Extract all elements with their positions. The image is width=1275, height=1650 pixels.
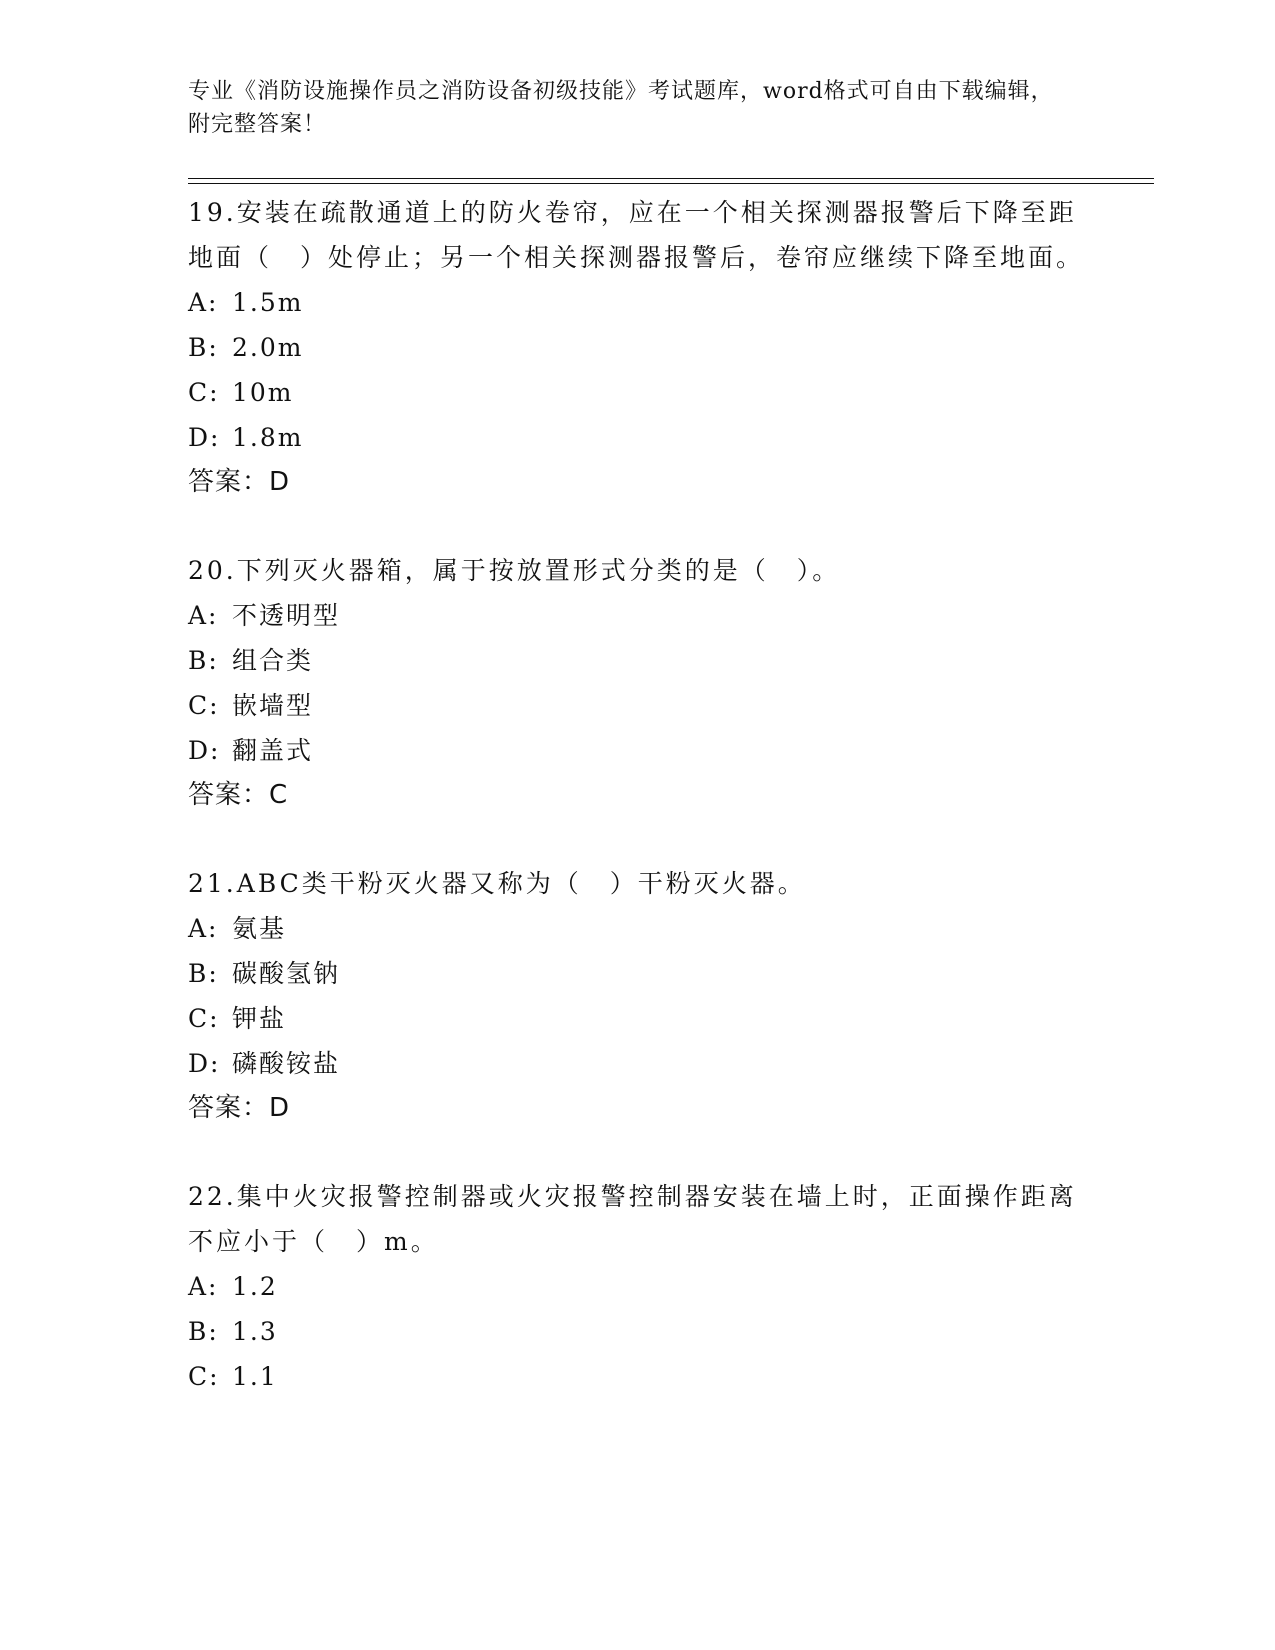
- option-text: 1.8m: [232, 423, 304, 452]
- document-header: 专业《消防设施操作员之消防设备初级技能》考试题库，word格式可自由下载编辑，附完整答案！: [188, 79, 1054, 137]
- header-divider-top: [188, 178, 1154, 179]
- question-21: [188, 861, 1088, 1131]
- option-label: B:: [188, 959, 219, 988]
- option-text: 1.2: [232, 1272, 278, 1301]
- question-stem: 22.集中火灾报警控制器或火灾报警控制器安装在墙上时，正面操作距离不应小于（ ）m。: [188, 1182, 1077, 1256]
- option-label: C:: [188, 1362, 220, 1391]
- option-a: [188, 280, 1088, 325]
- option-text: 氨基: [232, 914, 287, 943]
- option-a: [188, 906, 1088, 951]
- option-label: C:: [188, 691, 220, 720]
- option-text: 1.5m: [232, 288, 304, 317]
- option-label: C:: [188, 1004, 220, 1033]
- question-20: [188, 548, 1088, 818]
- option-label: D:: [188, 736, 221, 765]
- option-b: [188, 325, 1088, 370]
- option-text: 2.0m: [232, 333, 304, 362]
- option-label: D:: [188, 1049, 221, 1078]
- option-label: A:: [188, 1272, 219, 1301]
- option-text: 翻盖式: [232, 736, 314, 765]
- option-label: D:: [188, 423, 221, 452]
- option-d: [188, 728, 1088, 773]
- option-c: [188, 1354, 1088, 1399]
- answer-line: 答案：D: [188, 467, 291, 497]
- question-stem: 21.ABC类干粉灭火器又称为（ ）干粉灭火器。: [188, 869, 806, 898]
- option-text: 碳酸氢钠: [232, 959, 341, 988]
- question-stem: 19.安装在疏散通道上的防火卷帘，应在一个相关探测器报警后下降至距地面（ ）处停止；另一个相关探测器报警后，卷帘应继续下降至地面。: [188, 198, 1085, 272]
- option-label: B:: [188, 646, 219, 675]
- option-a: [188, 1264, 1088, 1309]
- option-text: 嵌墙型: [232, 691, 314, 720]
- option-c: [188, 683, 1088, 728]
- option-text: 组合类: [232, 646, 314, 675]
- option-label: A:: [188, 288, 219, 317]
- option-d: [188, 1041, 1088, 1086]
- option-c: [188, 996, 1088, 1041]
- option-text: 1.1: [232, 1362, 278, 1391]
- option-label: A:: [188, 914, 219, 943]
- option-label: C:: [188, 378, 220, 407]
- option-text: 不透明型: [232, 601, 341, 630]
- question-19: [188, 190, 1088, 505]
- option-text: 1.3: [232, 1317, 278, 1346]
- option-b: [188, 638, 1088, 683]
- option-label: B:: [188, 1317, 219, 1346]
- option-text: 磷酸铵盐: [232, 1049, 341, 1078]
- option-text: 钾盐: [232, 1004, 287, 1033]
- question-stem: 20.下列灭火器箱，属于按放置形式分类的是（ ）。: [188, 556, 841, 585]
- option-c: [188, 370, 1088, 415]
- option-label: A:: [188, 601, 219, 630]
- option-b: [188, 951, 1088, 996]
- option-a: [188, 593, 1088, 638]
- header-divider-bottom: [188, 183, 1154, 184]
- option-d: [188, 415, 1088, 460]
- option-text: 10m: [232, 378, 294, 407]
- question-22: [188, 1174, 1088, 1399]
- option-b: [188, 1309, 1088, 1354]
- answer-line: 答案：D: [188, 1093, 291, 1123]
- option-label: B:: [188, 333, 219, 362]
- answer-line: 答案：C: [188, 780, 289, 810]
- question-list: [188, 190, 1088, 1442]
